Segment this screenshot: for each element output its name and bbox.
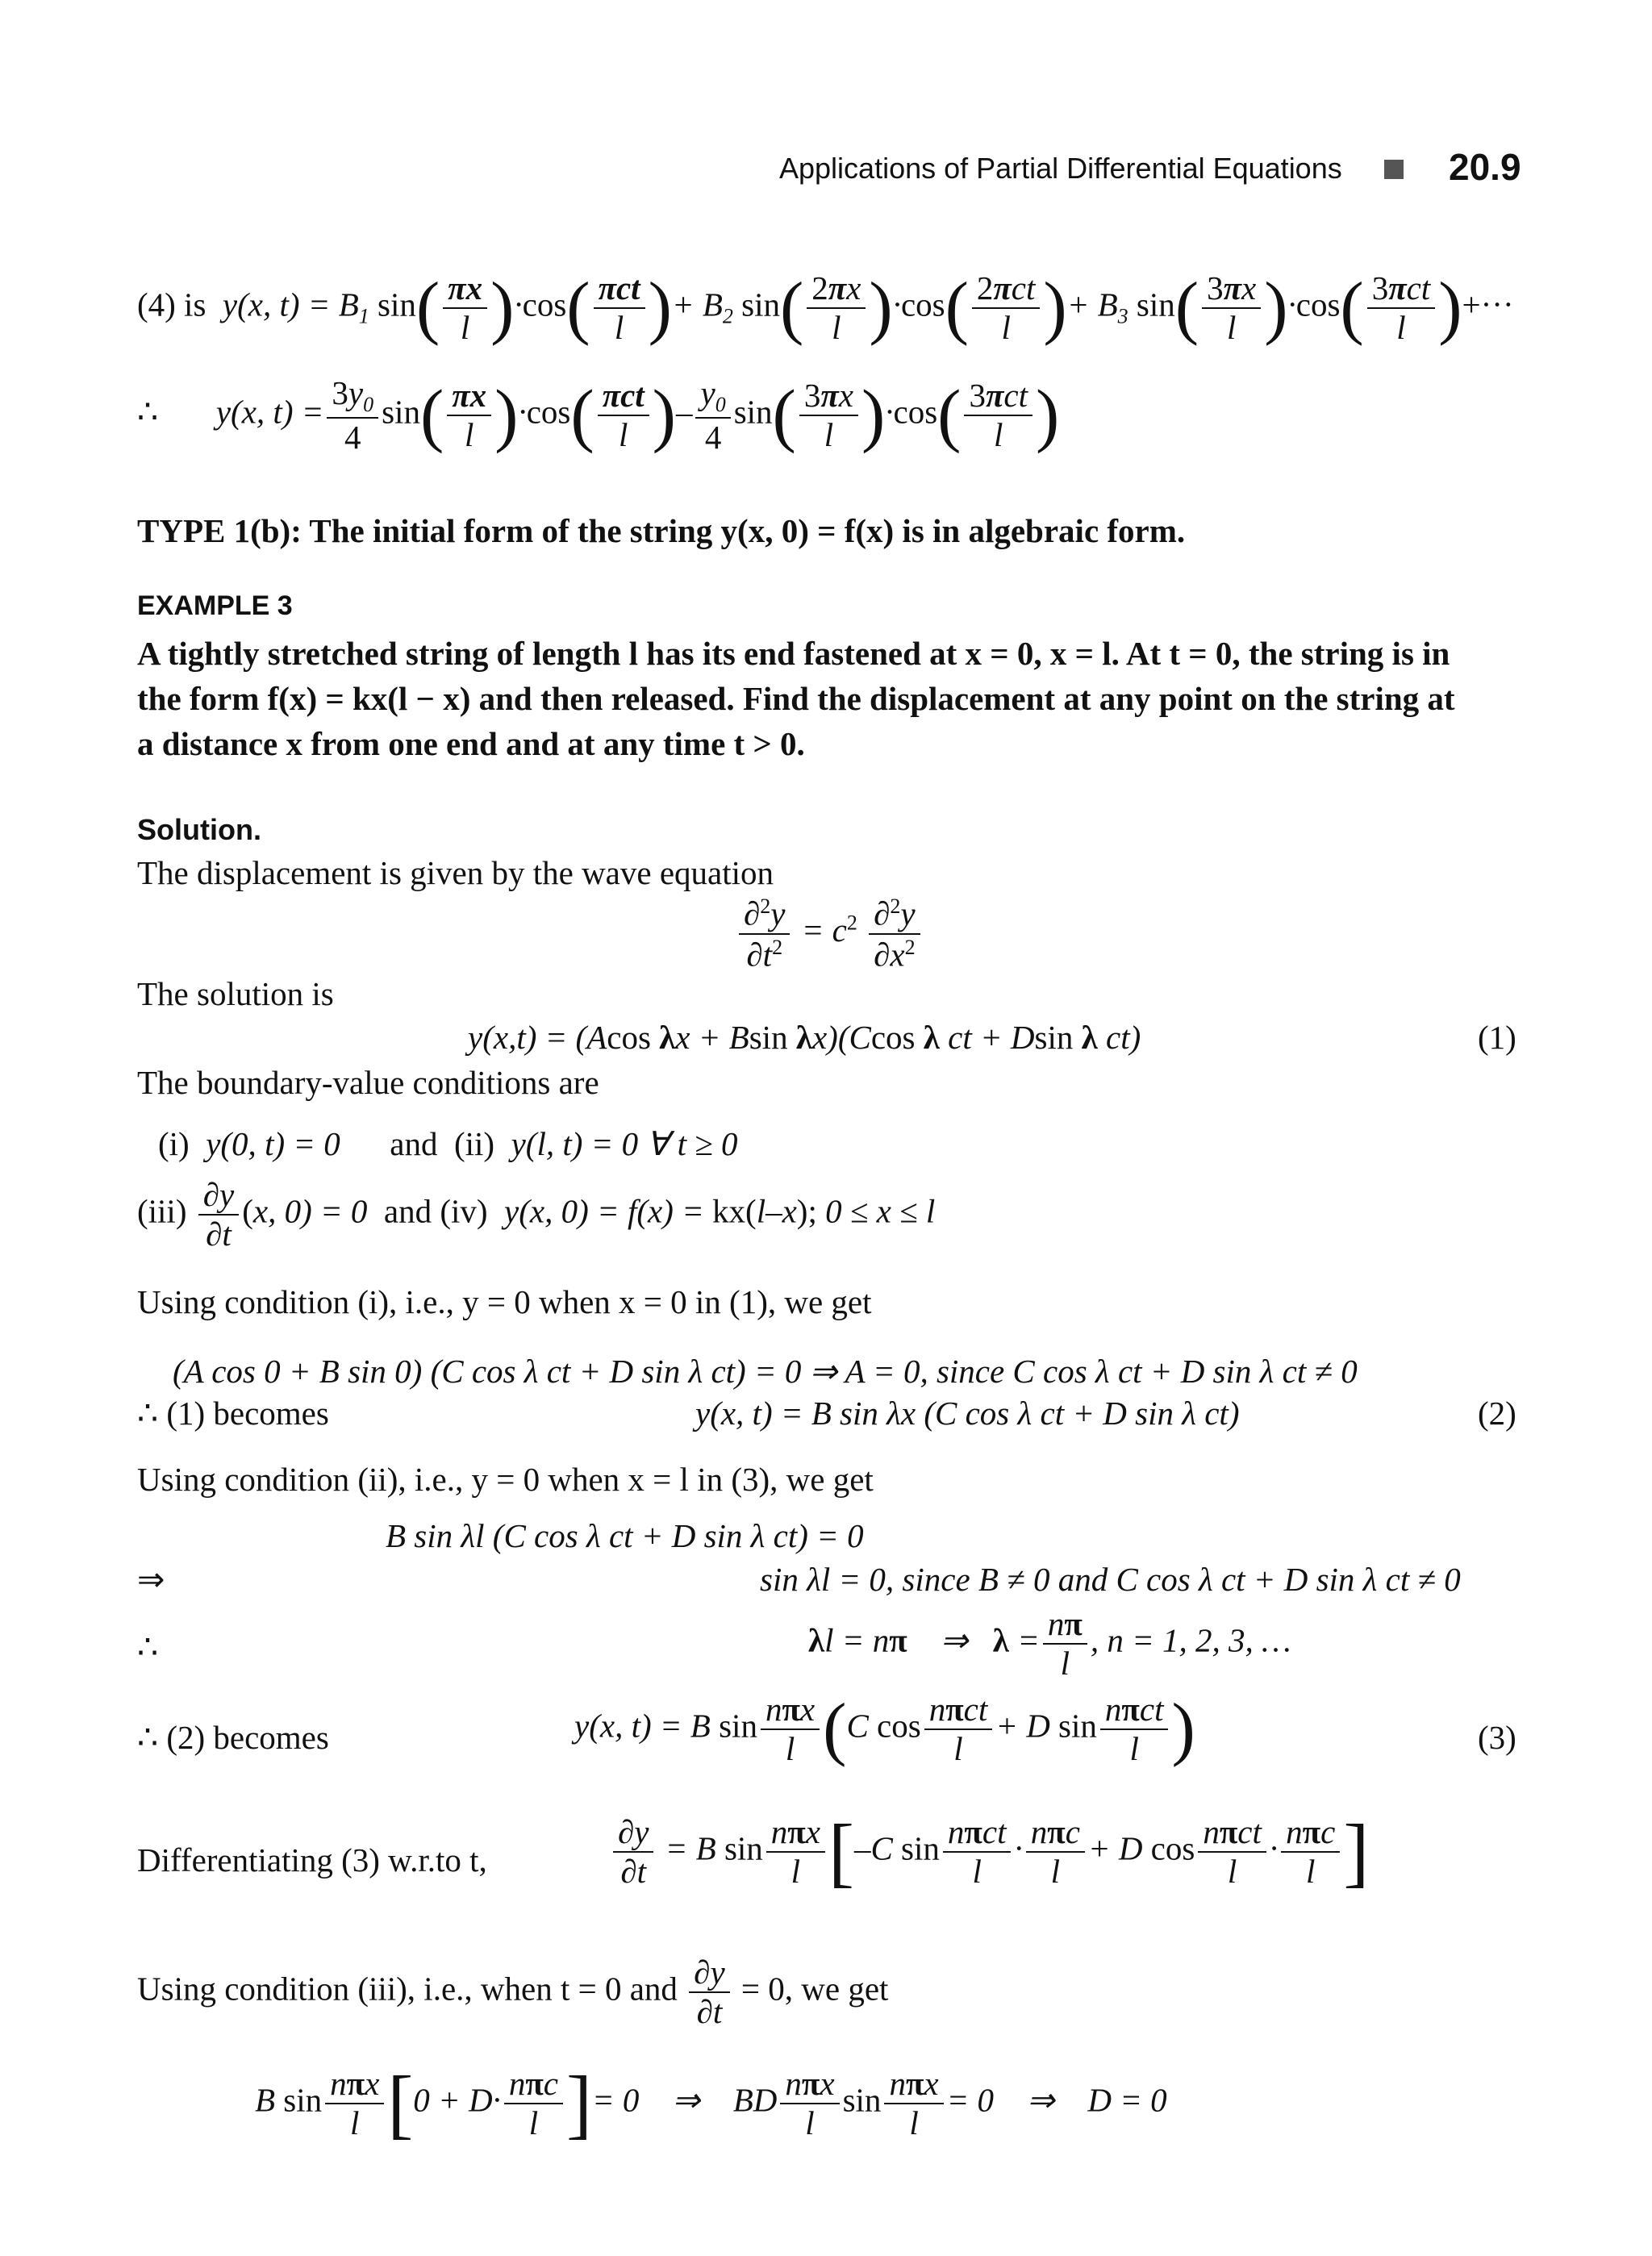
lambda-solution: λl = nπ ⇒ λ = $\frac{n\pi}{l}$ , n = 1, 2, 3, …: [808, 1605, 1291, 1683]
equation-label-1: (1): [1478, 1019, 1516, 1056]
using-condition-iii: Using condition (iii), i.e., when t = 0 and $\frac{\partial y}{\partial t}$ = 0, we get: [137, 1954, 889, 2031]
two-becomes: ∴ (2) becomes: [137, 1719, 329, 1756]
general-solution-equation: y(x,t) = (Acos λx + Bsin λx)(Ccos λ ct + Dsin λ ct): [468, 1019, 1141, 1056]
implies-arrow: ⇒: [137, 1561, 165, 1598]
equation-3: y(x, t) = B sin $\frac{\text{nπx}}{l}$ (C cos $\frac{\text{nπct}}{l}$ + D sin $\frac{\text{nπct}}{l}$ ): [574, 1690, 1195, 1769]
problem-line-2: the form f(x) = kx(l − x) and then released. Find the displacement at any point on the string at: [137, 680, 1455, 717]
solution-label: Solution.: [137, 813, 261, 846]
differentiating-text: Differentiating (3) w.r.to t,: [137, 1841, 487, 1879]
solution-intro: The displacement is given by the wave equation: [137, 854, 774, 891]
sine-zero-equation: sin λl = 0, since B ≠ 0 and C cos λ ct + D sin λ ct ≠ 0: [760, 1561, 1461, 1598]
problem-line-1: A tightly stretched string of length l has its end fastened at x = 0, x = l. At t = 0, the string is in: [137, 635, 1450, 672]
therefore-symbol: ∴: [137, 1628, 159, 1666]
using-condition-ii: Using condition (ii), i.e., y = 0 when x = l in (3), we get: [137, 1461, 874, 1498]
conditions-i-ii: (i) y(0, t) = 0 and (ii) y(l, t) = 0 ∀ t ≥ 0: [158, 1125, 738, 1162]
running-title: Applications of Partial Differential Equations: [779, 152, 1342, 185]
series-equation-4: (4) is y(x, $t) = B_1$ sin( $\frac{\pi x}{l}$ )·cos( $\frac{\text{πct}}{l}$ )+ $B_2$ sin( $\frac{2\pi x}{l}$ )·cos( $\frac{\text{2πct}}{l}$ )+ $B_3$ sin( $\frac{3\pi x}{l}$ )·cos( $\frac{\text{3πct}}{l}$ )+···: [137, 269, 1514, 348]
problem-line-3: a distance x from one end and at any time t > 0.: [137, 725, 805, 762]
equation-label-3: (3): [1478, 1719, 1516, 1756]
example-label: EXAMPLE 3: [137, 590, 293, 621]
one-becomes: ∴ (1) becomes: [137, 1395, 329, 1432]
using-condition-i: Using condition (i), i.e., y = 0 when x = 0 in (1), we get: [137, 1283, 872, 1320]
bvc-intro: The boundary-value conditions are: [137, 1064, 599, 1101]
page-number: 20.9: [1449, 146, 1521, 188]
solution-is-text: The solution is: [137, 975, 334, 1012]
wave-equation: $\frac{\partial^2y}{\partial t^2}$ = $c^2$ $\frac{\partial^2y}{\partial x^2}$: [736, 895, 924, 972]
derivative-equation: $\frac{\partial y}{\partial t}$ = B sin $\frac{\text{nπx}}{l}$ [–C sin $\frac{\text{nπct}}{l}$ · $\frac{\text{nπc}}{l}$ + D cos $\frac{\text{nπct}}{l}$ · $\frac{\text{nπc}}{l}$ ]: [610, 1813, 1369, 1891]
d-equals-zero-derivation: B sin $\frac{\text{nπx}}{l}$ [0 + D· $\frac{\text{nπc}}{l}$ ]= 0 ⇒ BD $\frac{\text{nπx}}{l}$ sin $\frac{\text{nπx}}{l}$ = 0 ⇒ D = 0: [255, 2060, 1167, 2146]
substitution-condition-ii: B sin λl (C cos λ ct + D sin λ ct) = 0: [386, 1517, 864, 1554]
header-square-marker: [1384, 160, 1404, 179]
equation-label-2: (2): [1478, 1395, 1516, 1432]
substitution-condition-i: (A cos 0 + B sin 0) (C cos λ ct + D sin λ ct) = 0 ⇒ A = 0, since C cos λ ct + D sin λ ct ≠ 0: [173, 1353, 1358, 1390]
type-heading: TYPE 1(b): The initial form of the string y(x, 0) = f(x) is in algebraic form.: [137, 512, 1186, 549]
using-condition-iii-part-a: Using condition (iii), i.e., when t = 0 and: [137, 1970, 678, 2008]
conditions-iii-iv: (iii) $\frac{\partial y}{\partial t}$ (x, 0) = 0 and (iv) y(x, 0) = f(x) = kx(l–x); 0 ≤ x ≤ l: [137, 1176, 936, 1253]
series-equation-result: ∴ y(x, t) = $\frac{3y_0}{4}$ sin( $\frac{\pi x}{l}$ )·cos( $\frac{\text{πct}}{l}$ )– $\frac{y_0}{4}$ sin( $\frac{3\pi x}{l}$ )·cos( $\frac{\text{3πct}}{l}$ ): [137, 374, 1060, 457]
using-condition-iii-part-b: = 0, we get: [740, 1970, 889, 2008]
equation-2: y(x, t) = B sin λx (C cos λ ct + D sin λ ct): [695, 1395, 1240, 1432]
